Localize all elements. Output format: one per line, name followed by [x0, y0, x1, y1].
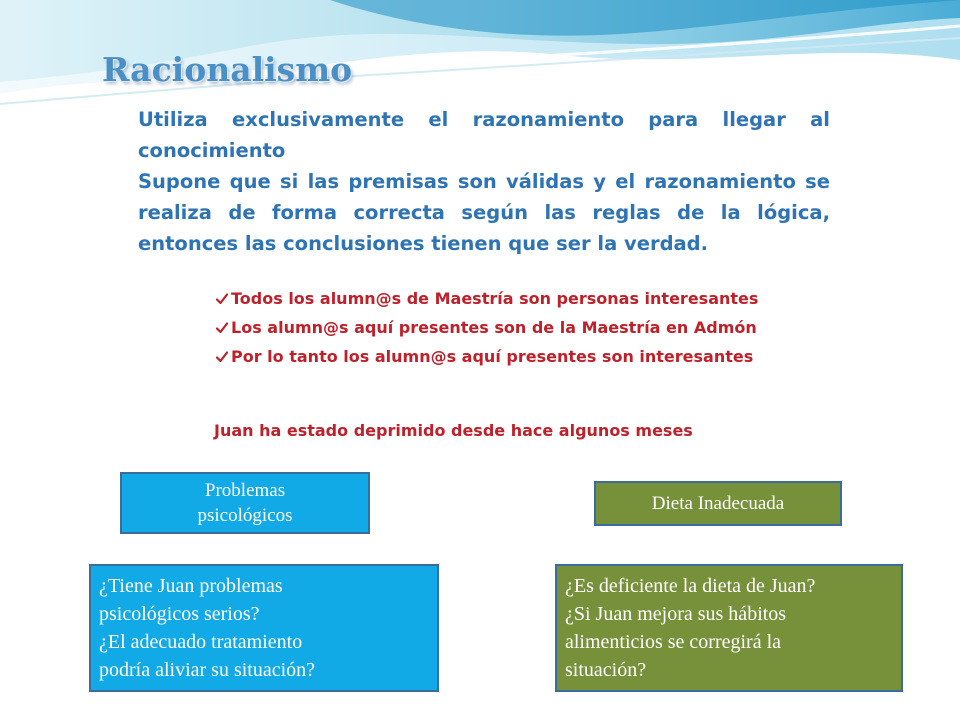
check-icon [216, 322, 228, 334]
inadequate-diet-box [594, 481, 842, 526]
psychological-label-line-2: psicológicos [197, 505, 293, 526]
check-icon [216, 351, 228, 363]
question-line: ¿Si Juan mejora sus hábitos [565, 603, 787, 625]
paragraph-2: Supone que si las premisas son válidas y el razonamiento se realiza de forma correcta según las reglas de la lógica, entonces las conclusiones tienen que ser la verdad. [138, 170, 830, 255]
diet-label: Dieta Inadecuada [651, 492, 785, 514]
question-line: alimenticios se corregirá la [565, 631, 782, 653]
checklist-item [216, 342, 758, 371]
question-line: psicológicos serios? [99, 603, 260, 625]
case-note: Juan ha estado deprimido desde hace algunos meses [214, 421, 693, 440]
psychological-questions-box [89, 564, 439, 692]
question-line: situación? [565, 659, 647, 681]
diet-questions-box [555, 564, 903, 692]
checklist-item-text: Los alumn@s aquí presentes son de la Maestría en Admón [231, 318, 757, 337]
paragraph-1-line-1: Utiliza exclusivamente el razonamiento para llegar al [138, 108, 830, 131]
slide-title: Racionalismo [102, 50, 353, 89]
question-line: ¿El adecuado tratamiento [99, 631, 303, 653]
paragraph-1-line-2: conocimiento [138, 139, 286, 162]
checklist-item [216, 313, 758, 342]
checklist-item-text: Todos los alumn@s de Maestría son personas interesantes [231, 289, 759, 308]
psychological-problems-box [120, 472, 370, 534]
checklist-item-text: Por lo tanto los alumn@s aquí presentes son interesantes [231, 347, 754, 366]
psychological-label-line-1: Problemas [204, 480, 286, 501]
syllogism-checklist [216, 284, 758, 371]
question-line: ¿Tiene Juan problemas [99, 575, 283, 597]
question-line: ¿Es deficiente la dieta de Juan? [565, 575, 816, 597]
body-text [138, 104, 830, 259]
question-line: podría aliviar su situación? [99, 659, 316, 681]
checklist-item [216, 284, 758, 313]
check-icon [216, 293, 228, 305]
